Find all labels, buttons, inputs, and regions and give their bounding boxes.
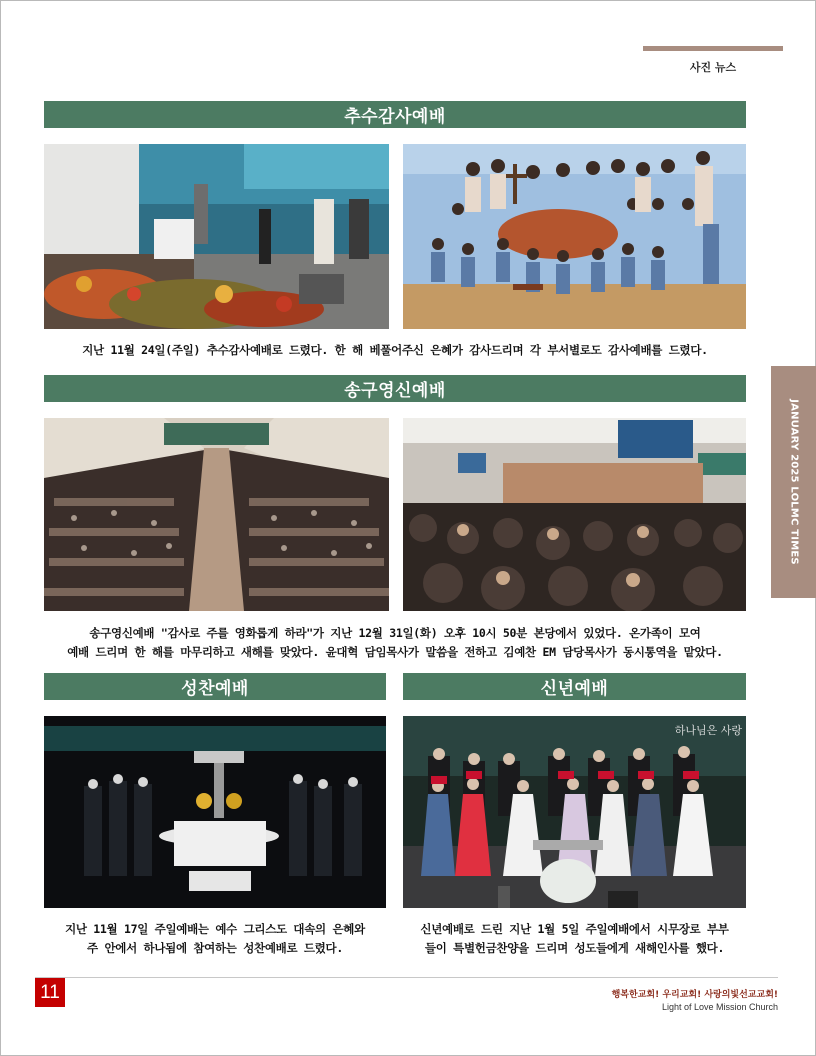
page-number: 11 xyxy=(35,978,65,1007)
communion-photo xyxy=(44,716,386,908)
communion-title-band xyxy=(44,673,386,700)
thanksgiving-photo-group xyxy=(403,144,746,329)
thanksgiving-caption: 지난 11월 24일(주일) 추수감사예배로 드렸다. 한 해 베풀어주신 은혜가 감사드리며 각 부서별로도 감사예배를 드렸다. xyxy=(82,343,708,357)
thanksgiving-title-band xyxy=(44,101,746,128)
side-tab xyxy=(771,366,816,598)
newyear-photo xyxy=(403,716,746,908)
communion-caption-line2: 주 안에서 하나됨에 참여하는 성찬예배로 드렸다. xyxy=(87,941,343,955)
newyear-eve-caption-line2: 예배 드리며 한 해를 마무리하고 새해를 맞았다. 윤대혁 담임목사가 말씀을 전하고 김예찬 EM 담당목사가 동시통역을 맡았다. xyxy=(67,645,723,659)
newyear-title-band xyxy=(403,673,746,700)
newyear-eve-photo-congregation xyxy=(403,418,746,611)
newyear-screen-text: 하나님은 사랑 xyxy=(674,724,742,737)
communion-caption-line1: 지난 11월 17일 주일예배는 예수 그리스도 대속의 은혜와 xyxy=(65,922,365,936)
header-accent-bar xyxy=(643,46,783,51)
thanksgiving-photo-stage xyxy=(44,144,389,329)
newyear-eve-title: 송구영신예배 xyxy=(344,381,446,401)
newyear-eve-caption-line1: 송구영신예배 "감사로 주를 영화롭게 하라"가 지난 12월 31일(화) 오후 10시 50분 본당에서 있었다. 온가족이 모여 xyxy=(89,626,701,640)
newyear-eve-photo-sanctuary xyxy=(44,418,389,611)
newyear-caption-line1: 신년예배로 드린 지난 1월 5일 주일예배에서 시무장로 부부 xyxy=(420,922,729,936)
communion-title: 성찬예배 xyxy=(181,679,249,699)
footer-divider xyxy=(35,977,778,978)
side-tab-label: JANUARY 2025 LOLMC TIMES xyxy=(788,399,799,565)
newyear-caption-line2: 들이 특별헌금찬양을 드리며 성도들에게 새해인사를 했다. xyxy=(424,941,725,955)
newyear-title: 신년예배 xyxy=(540,679,609,699)
footer-church-name: Light of Love Mission Church xyxy=(661,1002,778,1012)
newyear-eve-title-band xyxy=(44,375,746,402)
thanksgiving-title: 추수감사예배 xyxy=(344,107,446,127)
footer-slogan: 행복한교회! 우리교회! 사랑의빛선교교회! xyxy=(611,990,778,1000)
section-label: 사진 뉴스 xyxy=(689,61,737,74)
